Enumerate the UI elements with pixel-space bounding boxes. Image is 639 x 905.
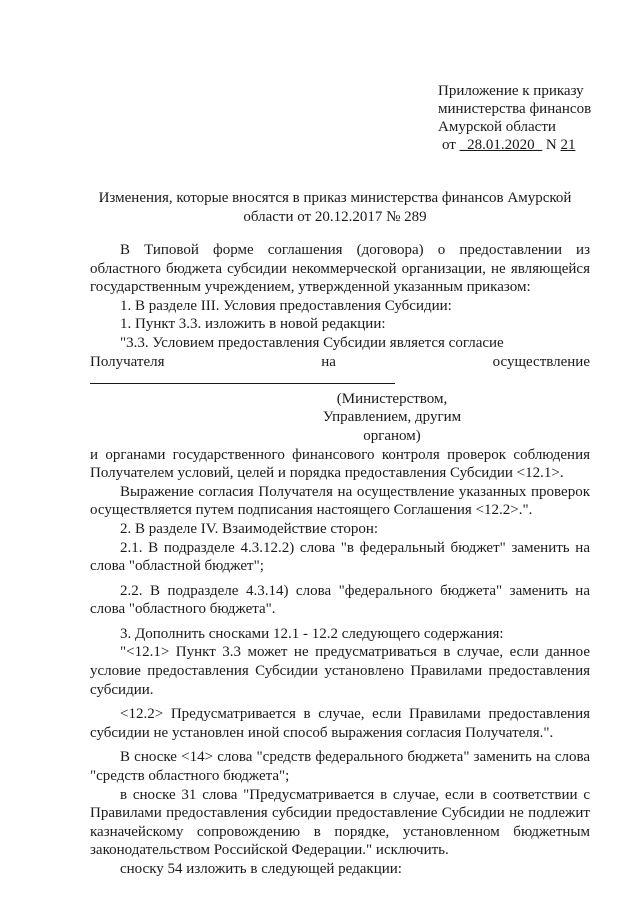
paragraph-control-bodies: и органами государственного финансового контроля проверок соблюдения Получателем условий, целей и порядка предоставления Субсидии <12.1>.	[90, 446, 590, 482]
title-line-1: Изменения, которые вносятся в приказ министерства финансов Амурской	[98, 190, 572, 206]
date-prefix: от	[442, 137, 460, 153]
attachment-line-2: министерства финансов	[438, 101, 592, 117]
paragraph-intro: В Типовой форме соглашения (договора) о предоставлении из областного бюджета субсидии некоммерческой организации, не являющейся государственным учреждением, утвержденной указанным приказом:	[90, 242, 590, 296]
blank-fill-line	[90, 371, 395, 384]
paragraph-footnote-12-2: <12.2> Предусматривается в случае, если Правилами предоставления субсидии не установлен иной способ выражения согласия Получателя.".	[90, 706, 590, 741]
paragraph-section-4: 2. В разделе IV. Взаимодействие сторон:	[120, 520, 379, 537]
paragraph-clause-3-3: "3.3. Условием предоставления Субсидии является согласие	[120, 334, 504, 351]
paragraph-consent-expression: Выражение согласия Получателя на осуществление указанных проверок осуществляется путем подписания настоящего Соглашения <12.2>.".	[90, 483, 590, 519]
title-line-2: области от 20.12.2017 № 289	[243, 209, 427, 225]
blank-note: (Министерством, Управлением, другим органом)	[322, 390, 462, 444]
order-date: _28.01.2020_	[459, 137, 543, 153]
number-prefix: N	[542, 137, 561, 153]
paragraph-footnote-14: В сноске <14> слова "средств федерального бюджета" заменить на слова "средств областного бюджета";	[90, 749, 590, 785]
attachment-date-line	[438, 136, 591, 154]
document-title	[80, 189, 590, 227]
attachment-line-1: Приложение к приказу	[438, 83, 584, 99]
recipient-consent-text: Получателя на осуществление	[90, 353, 590, 370]
paragraph-item-3: 3. Дополнить сносками 12.1 - 12.2 следующего содержания:	[120, 625, 504, 642]
paragraph-footnote-31: в сноске 31 слова "Предусматривается в случае, если в соответствии с Правилами предоставления субсидии предоставление Субсидии не подлежит казначейскому сопровождению в порядке, установленном бюджетным законодательством Российской Федерации." исключить.	[90, 786, 590, 859]
paragraph-item-2-2: 2.2. В подразделе 4.3.14) слова "федерального бюджета" заменить на слова "областного бюджета".	[90, 582, 590, 618]
paragraph-clause-3-3-cont	[90, 353, 590, 390]
paragraph-footnote-54: сноску 54 изложить в следующей редакции:	[120, 861, 402, 877]
attachment-header	[438, 82, 591, 154]
document-body	[90, 241, 590, 879]
paragraph-item-2-1: 2.1. В подразделе 4.3.12.2) слова "в федеральный бюджет" заменить на слова "областной бюджет";	[90, 539, 590, 575]
paragraph-footnote-12-1: "<12.1> Пункт 3.3 может не предусматриваться в случае, если данное условие предоставления Субсидии установлено Правилами предоставления субсидии.	[90, 644, 590, 698]
order-number: 21	[560, 137, 576, 153]
attachment-line-3: Амурской области	[438, 119, 556, 135]
paragraph-item-1: 1. Пункт 3.3. изложить в новой редакции:	[120, 316, 386, 333]
paragraph-section-3: 1. В разделе III. Условия предоставления Субсидии:	[120, 297, 452, 314]
